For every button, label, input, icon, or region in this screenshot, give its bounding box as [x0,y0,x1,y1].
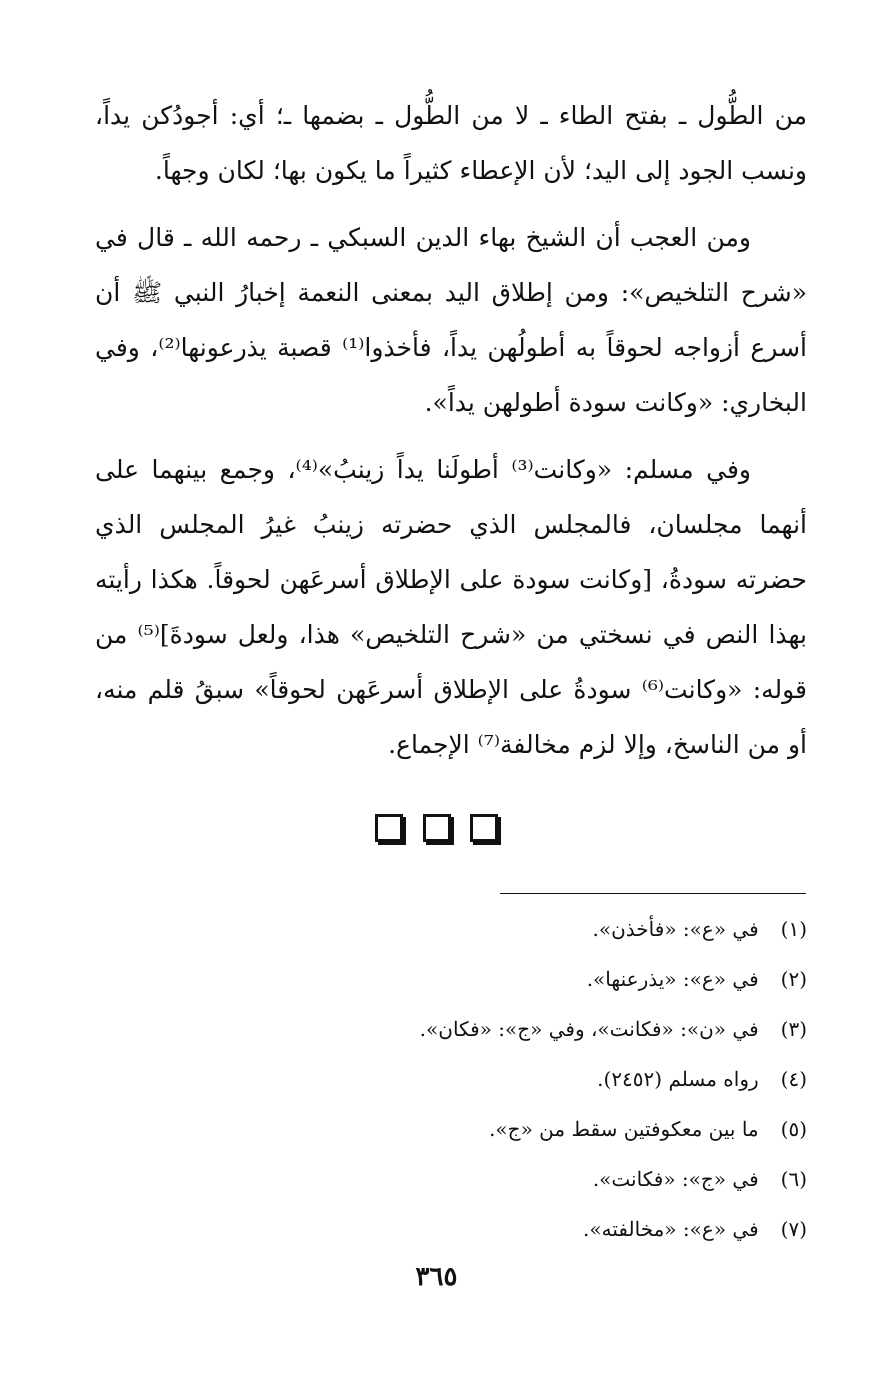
footnote-text: رواه مسلم (٢٤٥٢). [597,1067,759,1091]
footnote-number: (٧) [780,1217,807,1241]
footnote-number: (٦) [780,1167,807,1191]
page-number: ٣٦٥ [415,1262,458,1292]
main-text [95,88,807,784]
paragraph-3: وفي مسلم: «وكانت⁽³⁾ أطولَنا يداً زينبُ»⁽⁴⁾، وجمع بينهما على أنهما مجلسان، فالمجلس الذي حضرته زينبُ غيرُ المجلس الذي حضرته سودةُ، [وكانت سودة على الإطلاق أسرعَهن لحوقاً. هكذا رأيته بهذا النص في نسختي من «شرح التلخيص» هذا، ولعل سودةَ]⁽⁵⁾ من قوله: «وكانت⁽⁶⁾ سودةُ على الإطلاق أسرعَهن لحوقاً» سبقُ قلم منه، أو من الناسخ، وإلا لزم مخالفة⁽⁷⁾ الإجماع. [95,455,808,759]
separator-square-icon [470,814,498,842]
footnote-number: (٥) [780,1117,807,1141]
footnote-number: (٤) [780,1067,807,1091]
footnote-number: (٢) [780,967,807,991]
footnote-item [187,1062,807,1112]
separator-square-icon [423,814,451,842]
footnote-text: في «ع»: «مخالفته». [583,1217,759,1241]
footnote-item [187,1112,807,1162]
footnotes-list [187,912,807,1262]
footnote-item [187,912,807,962]
footnote-text: في «ع»: «يذرعنها». [586,967,759,991]
footnote-text: في «ع»: «فأخذن». [592,917,759,941]
footnote-text: ما بين معكوفتين سقط من «ج». [489,1117,759,1141]
footnote-number: (١) [780,917,807,941]
footnote-item [187,1012,807,1062]
footnote-number: (٣) [780,1017,807,1041]
footnote-text: في «ج»: «فكانت». [592,1167,759,1191]
footnote-divider [500,893,806,894]
footnote-item [187,1212,807,1262]
footnote-item [187,1162,807,1212]
paragraph-2: ومن العجب أن الشيخ بهاء الدين السبكي ـ رحمه الله ـ قال في «شرح التلخيص»: ومن إطلاق اليد بمعنى النعمة إخبارُ النبي ﷺ أن أسرع أزواجه لحوقاً به أطولُهن يداً، فأخذوا⁽¹⁾ قصبة يذرعونها⁽²⁾، وفي البخاري: «وكانت سودة أطولهن يداً». [95,223,807,417]
footnote-item [187,962,807,1012]
separator-square-icon [375,814,403,842]
section-separator [0,814,873,846]
footnote-text: في «ن»: «فكانت»، وفي «ج»: «فكان». [419,1017,759,1041]
paragraph-1: من الطُّول ـ بفتح الطاء ـ لا من الطُّول ـ بضمها ـ؛ أي: أجودُكن يداً، ونسب الجود إلى اليد؛ لأن الإعطاء كثيراً ما يكون بها؛ لكان وجهاً. [95,101,807,185]
